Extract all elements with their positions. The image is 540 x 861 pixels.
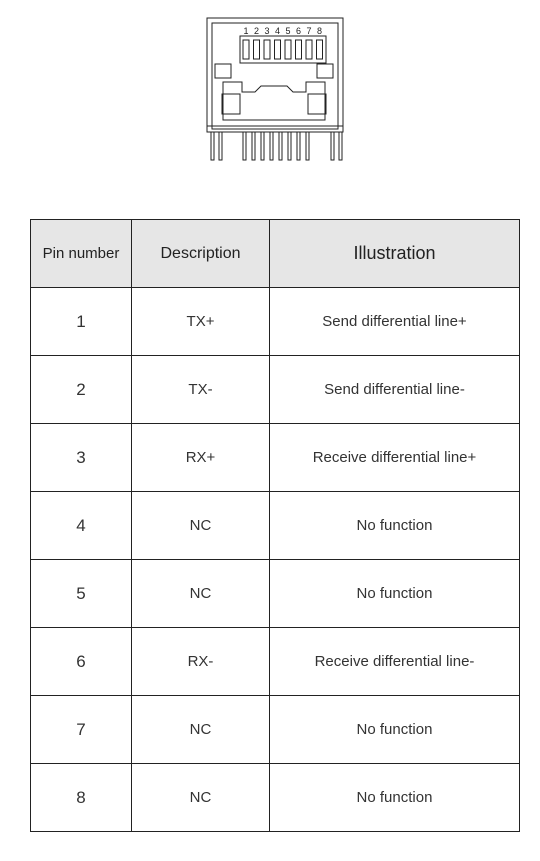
left-latch xyxy=(215,64,231,78)
header-illustration: Illustration xyxy=(270,220,520,288)
pin-description-table xyxy=(30,219,520,832)
illustration-cell: No function xyxy=(270,696,520,764)
description-cell: TX+ xyxy=(132,288,270,356)
header-description: Description xyxy=(132,220,270,288)
table-row xyxy=(31,764,520,832)
illustration-cell: Send differential line- xyxy=(270,356,520,424)
table-row xyxy=(31,628,520,696)
pin-contact-7 xyxy=(306,40,312,59)
pin-label-8: 8 xyxy=(316,26,323,36)
pin-number-cell: 4 xyxy=(31,492,132,560)
pin-number-cell: 7 xyxy=(31,696,132,764)
illustration-cell: Receive differential line+ xyxy=(270,424,520,492)
pin-labels xyxy=(243,26,322,36)
right-latch xyxy=(317,64,333,78)
pin-contact-6 xyxy=(296,40,302,59)
illustration-cell: No function xyxy=(270,560,520,628)
pin-number-cell: 5 xyxy=(31,560,132,628)
description-cell: NC xyxy=(132,560,270,628)
pin-number-cell: 3 xyxy=(31,424,132,492)
pin-leg xyxy=(270,132,273,160)
pin-label-2: 2 xyxy=(253,26,260,36)
table-header-row xyxy=(31,220,520,288)
illustration-cell: Receive differential line- xyxy=(270,628,520,696)
pin-legs xyxy=(211,132,342,160)
pin-contacts xyxy=(243,40,323,59)
description-cell: NC xyxy=(132,764,270,832)
description-cell: NC xyxy=(132,696,270,764)
table-row xyxy=(31,560,520,628)
pin-label-7: 7 xyxy=(306,26,312,36)
header-pin-number: Pin number xyxy=(31,220,132,288)
pin-leg xyxy=(211,132,214,160)
left-led-window xyxy=(222,94,240,114)
pin-label-3: 3 xyxy=(264,26,270,36)
rj45-connector-diagram xyxy=(195,8,355,166)
illustration-cell: Send differential line+ xyxy=(270,288,520,356)
description-cell: RX- xyxy=(132,628,270,696)
pin-contact-2 xyxy=(254,40,260,59)
pin-leg xyxy=(306,132,309,160)
contact-block xyxy=(240,36,326,63)
pin-leg xyxy=(219,132,222,160)
pin-leg xyxy=(297,132,300,160)
right-led-window xyxy=(308,94,326,114)
description-cell: NC xyxy=(132,492,270,560)
pin-leg xyxy=(288,132,291,160)
pin-number-cell: 8 xyxy=(31,764,132,832)
table-row xyxy=(31,492,520,560)
pin-number-cell: 1 xyxy=(31,288,132,356)
table-row xyxy=(31,424,520,492)
pin-leg xyxy=(339,132,342,160)
pin-label-4: 4 xyxy=(274,26,281,36)
pin-contact-8 xyxy=(317,40,323,59)
pin-contact-3 xyxy=(264,40,270,59)
pin-label-1: 1 xyxy=(243,26,249,36)
table-row xyxy=(31,356,520,424)
pin-number-cell: 6 xyxy=(31,628,132,696)
pin-leg xyxy=(279,132,282,160)
pin-contact-5 xyxy=(285,40,291,59)
illustration-cell: No function xyxy=(270,764,520,832)
pin-label-5: 5 xyxy=(285,26,291,36)
pin-leg xyxy=(252,132,255,160)
description-cell: RX+ xyxy=(132,424,270,492)
pin-leg xyxy=(331,132,334,160)
illustration-cell: No function xyxy=(270,492,520,560)
description-cell: TX- xyxy=(132,356,270,424)
pin-contact-4 xyxy=(275,40,281,59)
table-row xyxy=(31,696,520,764)
table-row xyxy=(31,288,520,356)
pin-label-6: 6 xyxy=(295,26,302,36)
pin-contact-1 xyxy=(243,40,249,59)
pin-leg xyxy=(261,132,264,160)
pin-number-cell: 2 xyxy=(31,356,132,424)
pin-leg xyxy=(243,132,246,160)
